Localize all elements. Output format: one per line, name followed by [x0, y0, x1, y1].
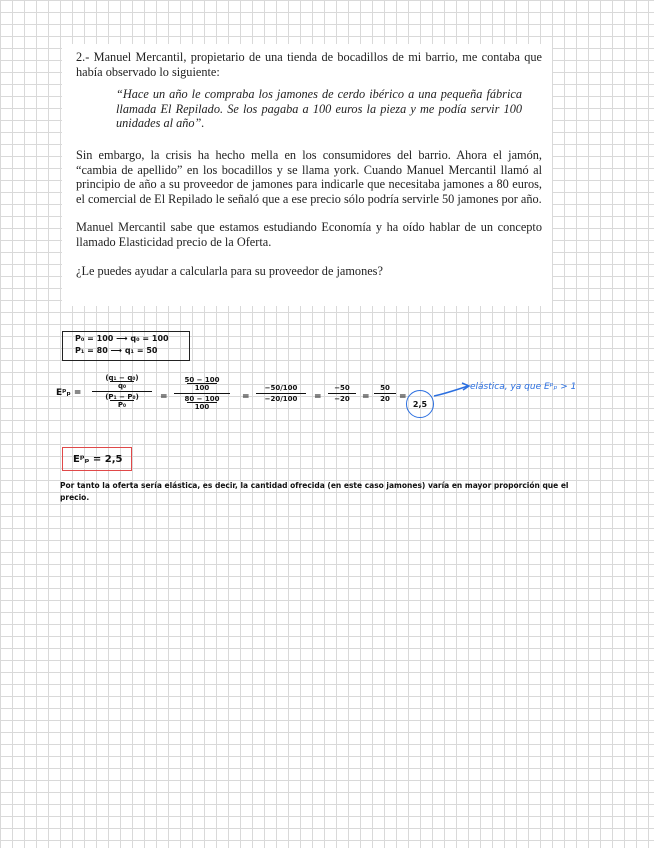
equals-sign-3: = — [314, 392, 322, 402]
data-line-final: P₁ = 80 ⟶ q₁ = 50 — [75, 346, 158, 355]
data-line-initial: P₀ = 100 ⟶ q₀ = 100 — [75, 334, 169, 343]
fraction-simple — [328, 384, 356, 403]
elasticity-annotation: elástica, ya que Eᵖₚ > 1 — [470, 382, 577, 392]
fraction-substituted-num-bottom: 100 — [187, 383, 218, 392]
fraction-general-denominator — [92, 392, 152, 409]
equals-sign-5: = — [399, 392, 407, 402]
fraction-general-num-top: (q₁ − q₀) — [105, 374, 139, 382]
fraction-positive-numerator: 50 — [380, 384, 390, 392]
equals-sign-1: = — [160, 392, 168, 402]
problem-statement — [62, 44, 552, 306]
given-data-box — [62, 331, 190, 361]
fraction-substituted-num-top: 50 − 100 — [184, 376, 220, 384]
fraction-general-den-top: (P₁ − P₀) — [105, 393, 139, 401]
arrow-icon — [432, 380, 472, 400]
fraction-substituted-den-top: 80 − 100 — [184, 395, 220, 403]
fraction-general-den-bottom: P₀ — [110, 400, 134, 409]
fraction-general-numerator — [92, 374, 152, 391]
fraction-substituted-numerator — [174, 376, 230, 393]
problem-body: Sin embargo, la crisis ha hecho mella en los consumidores del barrio. Ahora el jamón, “cambia de apellido” en los bocadillos y se llama york. Cuando Manuel Mercantil llamó al principio de año a su proveedor de jamones para indicarle que necesitaba jamones a 80 euros, el comercial de El Repilado le señaló que a ese precio sólo podría servirle 50 jamones por año. — [76, 147, 542, 206]
fraction-substituted-den-bottom: 100 — [187, 402, 218, 411]
problem-concept: Manuel Mercantil sabe que estamos estudiando Economía y ha oído hablar de un concepto llamado Elasticidad precio de la Oferta. — [76, 220, 542, 249]
elasticity-formula — [56, 370, 636, 430]
fraction-reduced — [256, 384, 306, 403]
fraction-general-num-bottom: q₀ — [110, 381, 134, 390]
fraction-general — [92, 374, 152, 409]
fraction-substituted-denominator — [174, 394, 230, 411]
conclusion-text: Por tanto la oferta sería elástica, es decir, la cantidad ofrecida (en este caso jamones) varía en mayor proporción que el precio. — [60, 481, 569, 502]
fraction-positive-denominator: 20 — [380, 395, 390, 403]
fraction-reduced-denominator: −20/100 — [264, 395, 298, 403]
fraction-simple-numerator: −50 — [334, 384, 350, 392]
equals-sign-4: = — [362, 392, 370, 402]
result-box: Eᵖₚ = 2,5 — [62, 447, 132, 471]
circled-result: 2,5 — [406, 390, 434, 418]
fraction-simple-denominator: −20 — [334, 395, 350, 403]
problem-quote: “Hace un año le compraba los jamones de cerdo ibérico a una pequeña fábrica llamada El Repilado. Se los pagaba a 100 euros la pieza y me podía servir 100 unidades al año”. — [116, 87, 522, 131]
problem-question: ¿Le puedes ayudar a calcularla para su proveedor de jamones? — [76, 263, 383, 278]
problem-intro: 2.- Manuel Mercantil, propietario de una tienda de bocadillos de mi barrio, me contaba que había observado lo siguiente: — [76, 50, 542, 79]
fraction-substituted — [174, 376, 230, 411]
elasticity-symbol: Eᵖₚ = — [56, 388, 82, 398]
equals-sign-2: = — [242, 392, 250, 402]
fraction-positive — [374, 384, 396, 403]
fraction-reduced-numerator: −50/100 — [264, 384, 298, 392]
